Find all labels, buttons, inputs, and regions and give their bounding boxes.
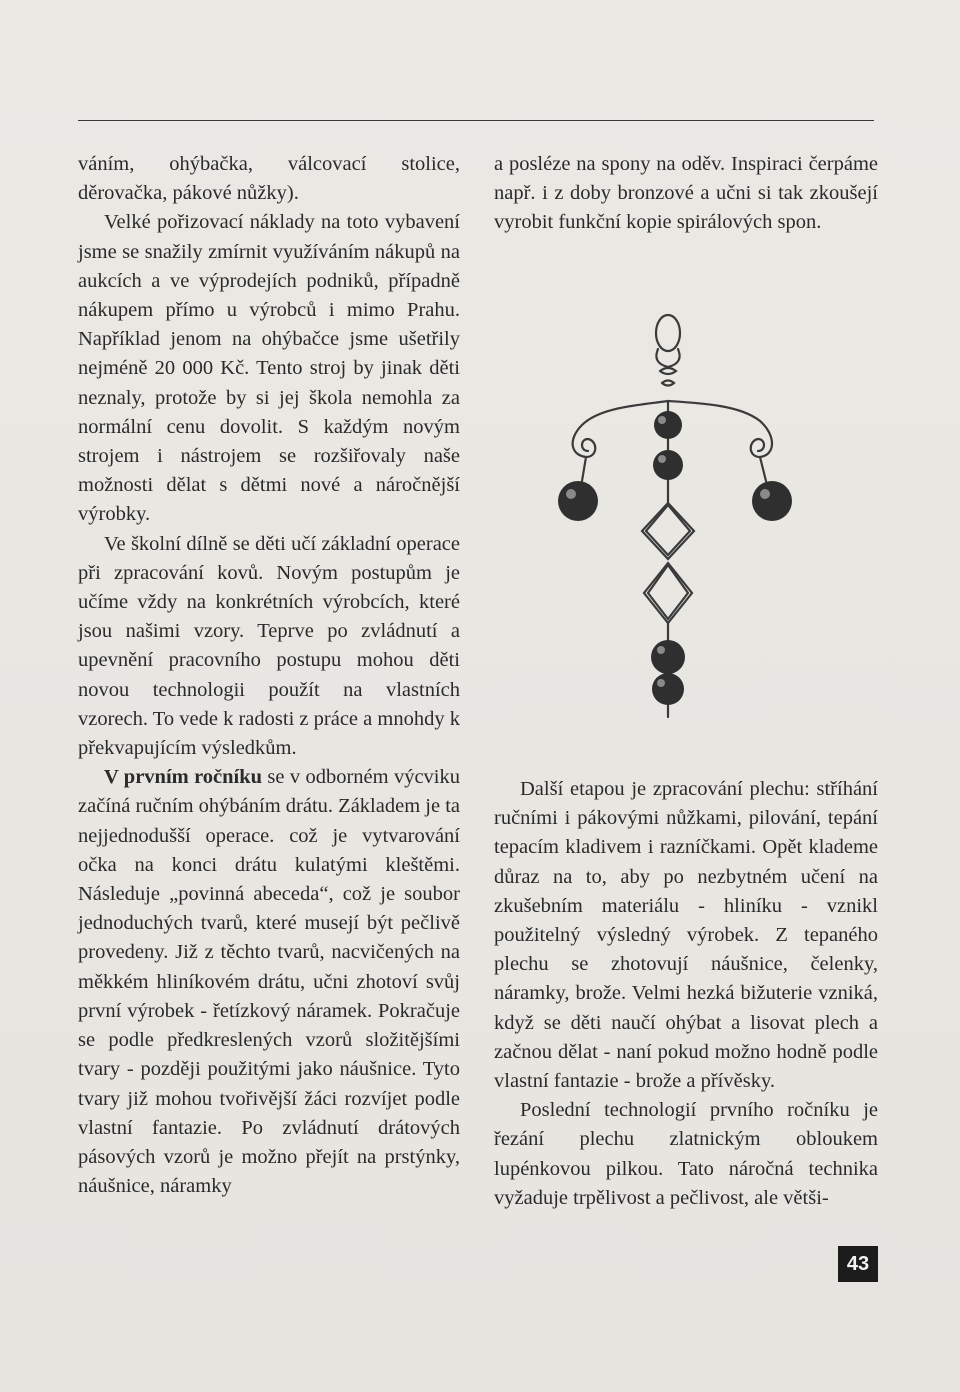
left-column [78,150,460,1201]
header-rule [78,120,874,121]
paragraph [78,763,460,1201]
bold-lead-in: V prvním ročníku [104,766,263,789]
paragraph: Ve školní dílně se děti učí základní operace při zpracování kovů. Novým postupům je učíme vždy na konkrétních výrobcích, které jsou našimi vzory. Teprve po zvládnutí a upevnění pracovního postupu mohou děti novou technologii použít na vlastních vzorech. To vede k radosti z práce a mnohdy k překvapujícím výsledkům. [78,532,460,760]
paragraph-text: se v odborném výcviku začíná ručním ohýbáním drátu. Základem je ta nejjednodušší operace. což je vytvarování očka na konci drátu kulatými kleštěmi. Následuje „povinná abeceda“, což je soubor jednoduchých tvarů, které musejí být pečlivě provedeny. Již z těchto tvarů, nacvičených na měkkém hliníkovém drátu, učni zhotoví svůj první výrobek - řetízkový náramek. Pokračuje se podle předkreslených vzorů složitějšími tvary - později použitými jako náušnice. Tyto tvary již mohou tvořivější žáci rozvíjet podle vlastní fantazie. Po zvládnutí drátových pásových vzorů je možno přejít na prstýnky, náušnice, náramky [78,766,460,1198]
paragraph: Velké pořizovací náklady na toto vybavení jsme se snažily zmírnit využíváním nákupů na aukcích a ve výprodejích podniků, případně nákupem přímo u výrobců i mimo Prahu. Například jenom na ohýbačce jsme ušetřily nejméně 20 000 Kč. Tento stroj by jinak děti neznaly, protože by si jej škola nemohla za normální cenu dovolit. S každým novým strojem i nástrojem se rozšiřovaly naše možnosti dělat s dětmi nové a náročnější výrobky. [78,211,460,526]
paragraph: váním, ohýbačka, válcovací stolice, děrovačka, pákové nůžky). [78,153,460,205]
paragraph: Poslední technologií prvního ročníku je řezání plechu zlatnickým obloukem lupénkovou pilkou. Tato náročná technika vyžaduje trpělivost a pečlivost, ale větši- [494,1099,878,1209]
paragraph: a posléze na spony na oděv. Inspiraci čerpáme např. i z doby bronzové a učni si tak zkoušejí vyrobit funkční kopie spirálových spon. [494,153,878,234]
page-number-badge: 43 [838,1246,878,1282]
paragraph: Další etapou je zpracování plechu: stříhání ručními i pákovými nůžkami, pilování, tepání tepacím kladivem i razníčkami. Opět klademe důraz na to, aby po nezbytném učení na zkušebním materiálu - hliníku - vznikl použitelný výsledný výrobek. Z tepaného plechu se zhotovují náušnice, čelenky, náramky, brože. Velmi hezká bižuterie vzniká, když se děti naučí ohýbat a lisovat plech a začnou dělat - naní pokud možno hodně podle vlastní fantazie - brože a přívěsky. [494,778,878,1093]
right-column-top [494,150,878,238]
right-column-bottom [494,775,878,1213]
wire-pendant-illustration [540,305,830,725]
